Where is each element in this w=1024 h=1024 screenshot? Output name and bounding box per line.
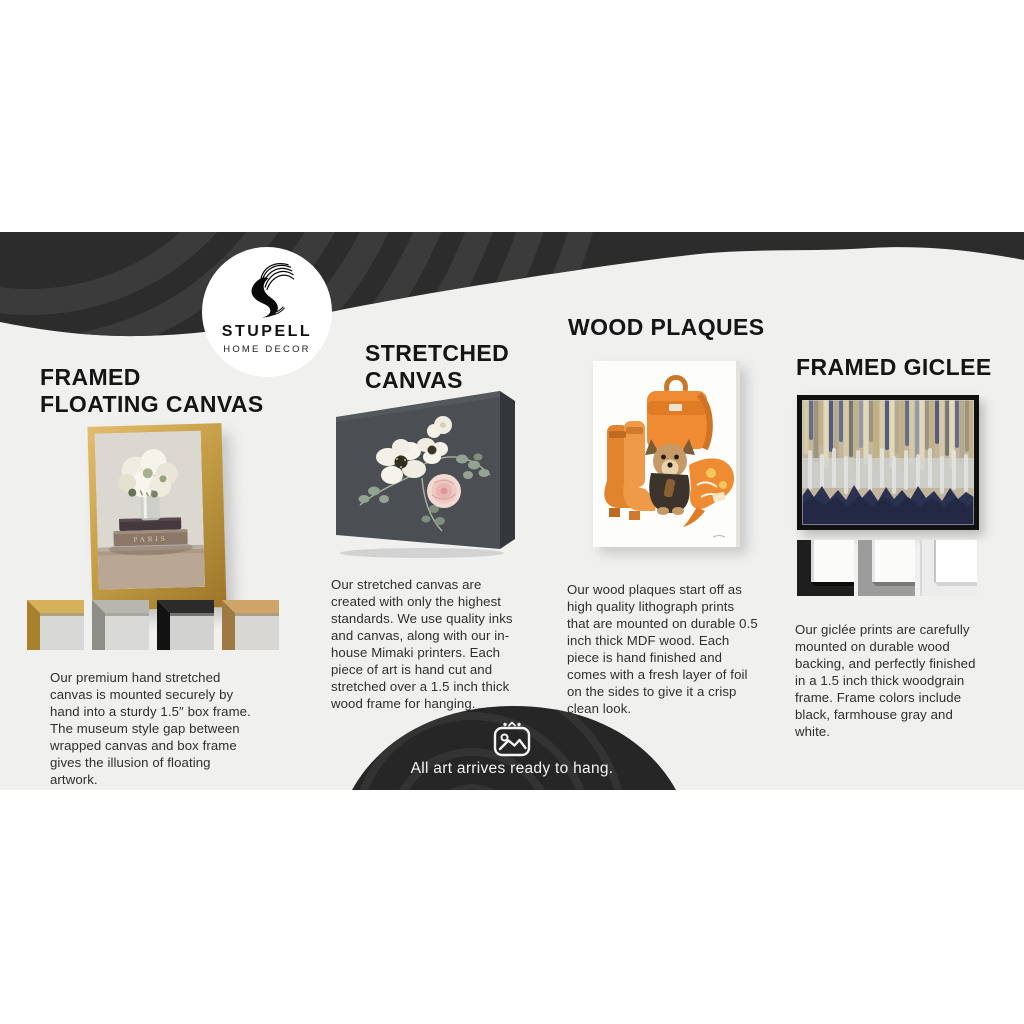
abstract-giclee-art [802, 400, 974, 525]
section-title-floating-canvas: FRAMED FLOATING CANVAS [40, 364, 264, 417]
yorkie-fashion-art [593, 361, 740, 547]
frame-sample-black [157, 600, 214, 650]
frame-sample-bronze [222, 600, 279, 650]
floating-canvas-product-image [87, 423, 226, 611]
book-spine-label: PARIS [133, 534, 168, 544]
giclee-sample-white [920, 540, 977, 596]
framed-giclee-product-image [797, 395, 979, 530]
stretched-canvas-description: Our stretched canvas are created with only the highest standards. We use quality inks and canvas, along with our in-house Mimaki printers. Each piece of art is hand cut and stretched over a 1.5 inch thick wood frame for hanging. [331, 577, 513, 712]
footer-message: All art arrives ready to hang. [410, 760, 614, 777]
brand-tagline: HOME DECOR [223, 344, 311, 355]
brand-name: STUPELL [221, 323, 313, 340]
floating-canvas-description: Our premium hand stretched canvas is mounted securely by hand into a sturdy 1.5″ box frame. The museum style gap between wrapped canvas and box frame gives the illusion of floating artwork. [50, 670, 251, 788]
brand-logo [202, 247, 332, 377]
section-title-framed-giclee: FRAMED GICLEE [796, 354, 992, 380]
wood-plaques-description: Our wood plaques start off as high quality lithograph prints that are mounted on durable 0.5 inch thick MDF wood. Each piece is hand finished and comes with a fresh layer of foil on the sides to give it a crisp clean look. [567, 582, 758, 717]
stretched-canvas-product-image [322, 383, 522, 561]
hydrangea-paris-art [95, 431, 205, 590]
frame-sample-silver [92, 600, 149, 650]
section-title-wood-plaques: WOOD PLAQUES [568, 314, 765, 340]
header-wave-graphic [0, 232, 1024, 344]
section-title-stretched-canvas: STRETCHED CANVAS [365, 340, 510, 393]
wood-plaque-product-image [593, 361, 740, 547]
framed-giclee-description: Our giclée prints are carefully mounted on durable wood backing, and perfectly finished in a 1.5 inch thick woodgrain frame. Frame colors include black, farmhouse gray and white. [795, 622, 976, 740]
infographic-poster [0, 232, 1024, 790]
stupell-s-swoosh-icon [236, 254, 298, 320]
framed-picture-icon [491, 720, 535, 758]
giclee-sample-black [797, 540, 854, 596]
frame-sample-gold [27, 600, 84, 650]
giclee-sample-gray [858, 540, 915, 596]
